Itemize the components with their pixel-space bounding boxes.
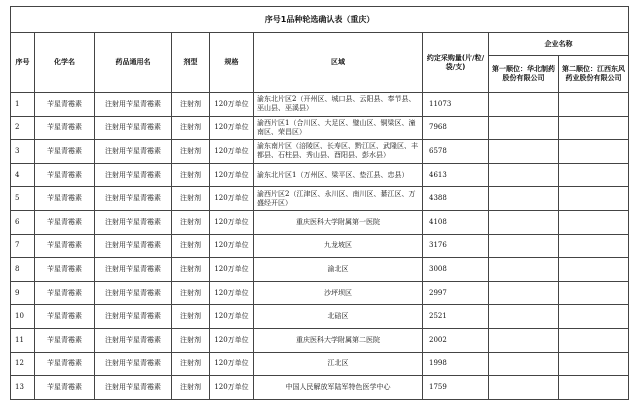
cell-dosage-form: 注射剂	[172, 210, 210, 234]
cell-region: 沙坪坝区	[254, 281, 423, 305]
cell-region: 重庆医科大学附属第一医院	[254, 210, 423, 234]
cell-quantity: 4613	[423, 163, 489, 187]
cell-chemical-name: 苄星青霉素	[35, 140, 95, 164]
header-chemical-name: 化学名	[35, 33, 95, 93]
cell-company-1	[489, 234, 559, 258]
cell-quantity: 3008	[423, 258, 489, 282]
cell-region: 江北区	[254, 352, 423, 376]
cell-index: 1	[11, 93, 35, 117]
cell-chemical-name: 苄星青霉素	[35, 352, 95, 376]
cell-spec: 120万单位	[210, 281, 254, 305]
cell-index: 4	[11, 163, 35, 187]
cell-dosage-form: 注射剂	[172, 116, 210, 140]
cell-quantity: 11073	[423, 93, 489, 117]
table-row	[11, 305, 629, 329]
cell-spec: 120万单位	[210, 376, 254, 400]
cell-dosage-form: 注射剂	[172, 352, 210, 376]
table-body	[11, 93, 629, 400]
selection-table	[10, 6, 629, 400]
cell-chemical-name: 苄星青霉素	[35, 93, 95, 117]
cell-index: 12	[11, 352, 35, 376]
cell-spec: 120万单位	[210, 116, 254, 140]
table-row	[11, 116, 629, 140]
cell-company-1	[489, 140, 559, 164]
cell-company-1	[489, 281, 559, 305]
cell-drug-name: 注射用苄星青霉素	[95, 281, 172, 305]
cell-index: 3	[11, 140, 35, 164]
cell-company-2	[559, 116, 629, 140]
cell-dosage-form: 注射剂	[172, 140, 210, 164]
cell-spec: 120万单位	[210, 93, 254, 117]
table-row	[11, 352, 629, 376]
cell-region: 渝西片区2（江津区、永川区、南川区、綦江区、万盛经开区）	[254, 187, 423, 211]
cell-region: 渝东北片区1（万州区、梁平区、垫江县、忠县）	[254, 163, 423, 187]
header-spec: 规格	[210, 33, 254, 93]
cell-region: 渝北区	[254, 258, 423, 282]
header-dosage-form: 剂型	[172, 33, 210, 93]
cell-index: 13	[11, 376, 35, 400]
cell-quantity: 6578	[423, 140, 489, 164]
cell-company-2	[559, 140, 629, 164]
cell-index: 9	[11, 281, 35, 305]
cell-company-1	[489, 376, 559, 400]
header-drug-name: 药品通用名	[95, 33, 172, 93]
cell-region: 北碚区	[254, 305, 423, 329]
cell-company-1	[489, 210, 559, 234]
cell-region: 重庆医科大学附属第二医院	[254, 328, 423, 352]
cell-spec: 120万单位	[210, 187, 254, 211]
cell-region: 中国人民解放军陆军特色医学中心	[254, 376, 423, 400]
cell-company-1	[489, 93, 559, 117]
table-row	[11, 93, 629, 117]
cell-quantity: 1998	[423, 352, 489, 376]
cell-company-1	[489, 328, 559, 352]
cell-spec: 120万单位	[210, 328, 254, 352]
cell-dosage-form: 注射剂	[172, 376, 210, 400]
cell-company-2	[559, 281, 629, 305]
cell-quantity: 4388	[423, 187, 489, 211]
cell-index: 10	[11, 305, 35, 329]
cell-dosage-form: 注射剂	[172, 234, 210, 258]
cell-company-1	[489, 258, 559, 282]
table-row	[11, 210, 629, 234]
cell-company-2	[559, 328, 629, 352]
cell-drug-name: 注射用苄星青霉素	[95, 210, 172, 234]
table-row	[11, 258, 629, 282]
cell-quantity: 1759	[423, 376, 489, 400]
cell-chemical-name: 苄星青霉素	[35, 305, 95, 329]
cell-company-2	[559, 258, 629, 282]
table-row	[11, 376, 629, 400]
cell-chemical-name: 苄星青霉素	[35, 116, 95, 140]
cell-chemical-name: 苄星青霉素	[35, 281, 95, 305]
table-row	[11, 328, 629, 352]
table-row	[11, 163, 629, 187]
document-page	[10, 6, 628, 400]
cell-drug-name: 注射用苄星青霉素	[95, 352, 172, 376]
table-row	[11, 281, 629, 305]
cell-spec: 120万单位	[210, 234, 254, 258]
cell-company-1	[489, 187, 559, 211]
cell-dosage-form: 注射剂	[172, 187, 210, 211]
cell-drug-name: 注射用苄星青霉素	[95, 116, 172, 140]
cell-drug-name: 注射用苄星青霉素	[95, 328, 172, 352]
cell-chemical-name: 苄星青霉素	[35, 376, 95, 400]
cell-dosage-form: 注射剂	[172, 328, 210, 352]
cell-drug-name: 注射用苄星青霉素	[95, 234, 172, 258]
header-company-1: 第一顺位：华北制药股份有限公司	[489, 56, 559, 93]
header-index: 序号	[11, 33, 35, 93]
header-region: 区域	[254, 33, 423, 93]
cell-spec: 120万单位	[210, 210, 254, 234]
cell-company-1	[489, 352, 559, 376]
cell-company-2	[559, 210, 629, 234]
header-company-group: 企业名称	[489, 33, 629, 56]
cell-region: 渝东南片区（涪陵区、长寿区、黔江区、武隆区、丰都县、石柱县、秀山县、酉阳县、彭水县）	[254, 140, 423, 164]
cell-index: 8	[11, 258, 35, 282]
cell-region: 九龙坡区	[254, 234, 423, 258]
cell-dosage-form: 注射剂	[172, 281, 210, 305]
cell-chemical-name: 苄星青霉素	[35, 210, 95, 234]
cell-index: 11	[11, 328, 35, 352]
cell-company-2	[559, 352, 629, 376]
cell-spec: 120万单位	[210, 352, 254, 376]
table-row	[11, 140, 629, 164]
cell-dosage-form: 注射剂	[172, 163, 210, 187]
table-row	[11, 187, 629, 211]
cell-index: 5	[11, 187, 35, 211]
cell-chemical-name: 苄星青霉素	[35, 187, 95, 211]
table-title: 序号1品种轮选确认表（重庆）	[11, 7, 629, 33]
cell-chemical-name: 苄星青霉素	[35, 258, 95, 282]
cell-chemical-name: 苄星青霉素	[35, 234, 95, 258]
cell-company-1	[489, 163, 559, 187]
cell-quantity: 3176	[423, 234, 489, 258]
cell-index: 2	[11, 116, 35, 140]
cell-quantity: 4108	[423, 210, 489, 234]
cell-dosage-form: 注射剂	[172, 258, 210, 282]
cell-spec: 120万单位	[210, 305, 254, 329]
cell-company-1	[489, 116, 559, 140]
cell-chemical-name: 苄星青霉素	[35, 163, 95, 187]
cell-spec: 120万单位	[210, 258, 254, 282]
cell-drug-name: 注射用苄星青霉素	[95, 140, 172, 164]
cell-spec: 120万单位	[210, 140, 254, 164]
cell-region: 渝西片区1（合川区、大足区、璧山区、铜梁区、潼南区、荣昌区）	[254, 116, 423, 140]
header-company-2: 第二顺位：江西东风药业股份有限公司	[559, 56, 629, 93]
cell-quantity: 2002	[423, 328, 489, 352]
header-quantity: 约定采购量(片/粒/袋/支)	[423, 33, 489, 93]
cell-company-2	[559, 234, 629, 258]
cell-quantity: 2997	[423, 281, 489, 305]
cell-index: 6	[11, 210, 35, 234]
table-row	[11, 234, 629, 258]
cell-drug-name: 注射用苄星青霉素	[95, 305, 172, 329]
cell-drug-name: 注射用苄星青霉素	[95, 187, 172, 211]
cell-spec: 120万单位	[210, 163, 254, 187]
cell-company-2	[559, 305, 629, 329]
cell-quantity: 2521	[423, 305, 489, 329]
cell-dosage-form: 注射剂	[172, 93, 210, 117]
cell-drug-name: 注射用苄星青霉素	[95, 376, 172, 400]
cell-company-2	[559, 163, 629, 187]
cell-dosage-form: 注射剂	[172, 305, 210, 329]
cell-region: 渝东北片区2（开州区、城口县、云阳县、奉节县、巫山县、巫溪县）	[254, 93, 423, 117]
cell-company-2	[559, 187, 629, 211]
cell-chemical-name: 苄星青霉素	[35, 328, 95, 352]
cell-drug-name: 注射用苄星青霉素	[95, 93, 172, 117]
cell-company-2	[559, 93, 629, 117]
cell-company-1	[489, 305, 559, 329]
cell-company-2	[559, 376, 629, 400]
cell-drug-name: 注射用苄星青霉素	[95, 163, 172, 187]
cell-quantity: 7968	[423, 116, 489, 140]
cell-index: 7	[11, 234, 35, 258]
cell-drug-name: 注射用苄星青霉素	[95, 258, 172, 282]
